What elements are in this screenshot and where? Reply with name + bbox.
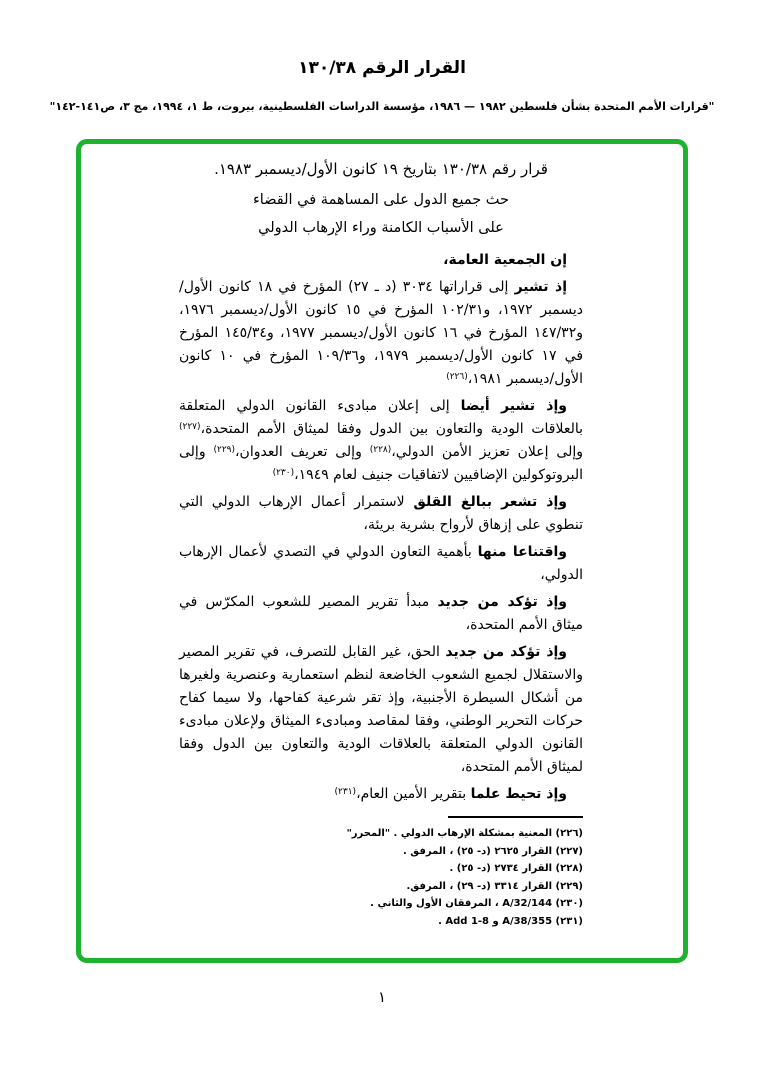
resolution-paragraph xyxy=(179,395,583,487)
page-title: القرار الرقم ١٣٠/٣٨ xyxy=(298,58,466,78)
paragraph-lead: إن الجمعية العامة، xyxy=(443,252,567,268)
resolution-paragraph xyxy=(179,783,583,806)
resolution-box-content xyxy=(81,144,683,930)
resolution-heading-line-2: على الأسباب الكامنة وراء الإرهاب الدولي xyxy=(258,220,504,236)
source-citation: "قرارات الأمم المتحدة بشأن فلسطين ١٩٨٢ — ١٩٨٦، مؤسسة الدراسات الفلسطينية، بيروت، ط ١، ١٩٩٤، مج ٣، ص١٤١-١٤٢" xyxy=(49,100,715,113)
footnote-ref: (٢٢٦) xyxy=(446,372,468,382)
resolution-heading-line-1: حث جميع الدول على المساهمة في القضاء xyxy=(252,192,510,208)
footnotes-list xyxy=(179,825,583,930)
footnote-ref: (٢٢٨) xyxy=(369,445,392,455)
resolution-heading xyxy=(179,186,583,242)
paragraph-lead: وإذ تؤكد من جديد xyxy=(437,594,567,610)
paragraph-text: إلى إعلان مبادىء القانون الدولي المتعلقة بالعلاقات الودية والتعاون بين الدول وفقا لميثاق الأمم المتحدة، xyxy=(179,398,583,437)
paragraph-lead: واقتناعا منها xyxy=(477,544,567,560)
resolution-paragraph xyxy=(179,491,583,537)
footnote-item: (٢٢٨) القرار ٢٧٣٤ (د- ٢٥) . xyxy=(449,863,583,874)
paragraph-text: بأهمية التعاون الدولي في التصدي لأعمال الإرهاب الدولي، xyxy=(179,544,583,583)
paragraph-text: بتقرير الأمين العام، xyxy=(356,786,471,802)
footnote-item: (٢٢٩) القرار ٣٣١٤ (د- ٢٩) ، المرفق. xyxy=(406,880,583,892)
footnote-separator xyxy=(448,816,583,818)
resolution-paragraph xyxy=(179,641,583,779)
paragraph-text: إلى قراراتها ٣٠٣٤ (د ـ ٢٧) المؤرخ في ١٨ كانون الأول/ديسمبر ١٩٧٢، و١٠٢/٣١ المؤرخ في ١٥ كانون الأول/ديسمبر ١٩٧٦، و١٤٧/٣٢ المؤرخ في ١٦ كانون الأول/ديسمبر ١٩٧٧، و١٤٥/٣٤ المؤرخ في ١٧ كانون الأول/ديسمبر ١٩٧٩، و١٠٩/٣٦ المؤرخ في ١٠ كانون الأول/ديسمبر ١٩٨١، xyxy=(179,279,584,387)
paragraph-text: مبدأ تقرير المصير للشعوب المكرّس في ميثاق الأمم المتحدة، xyxy=(179,594,583,633)
resolution-paragraph xyxy=(179,541,583,587)
paragraph-text: وإلى إعلان تعزيز الأمن الدولي، xyxy=(391,444,583,460)
paragraph-text: وإلى البروتوكولين الإضافيين لاتفاقيات جنيف لعام ١٩٤٩، xyxy=(179,444,583,483)
paragraph-lead: إذ تشير xyxy=(514,279,568,295)
resolution-reference-line: قرار رقم ١٣٠/٣٨ بتاريخ ١٩ كانون الأول/ديسمبر ١٩٨٣. xyxy=(214,160,548,178)
footnote-ref: (٢٢٧) xyxy=(179,422,201,432)
footnote-item: (٢٢٧) القرار ٢٦٢٥ (د- ٢٥) ، المرفق . xyxy=(403,845,583,857)
paragraph-lead: وإذ تشعر ببالغ القلق xyxy=(413,494,567,510)
resolution-paragraph xyxy=(179,276,583,391)
resolution-paragraph xyxy=(179,249,583,272)
footnote-ref: (٢٢٩) xyxy=(213,445,236,455)
footnote-item: (٢٢٦) المعنية بمشكلة الإرهاب الدولي . "المحرر" xyxy=(346,828,583,839)
paragraph-text: لاستمرار أعمال الإرهاب الدولي التي تنطوي على إزهاق لأرواح بشرية بريئة، xyxy=(179,494,583,533)
resolution-box xyxy=(76,139,688,963)
footnote-ref: (٢٣٠) xyxy=(272,468,295,478)
paragraph-text: وإلى تعريف العدوان، xyxy=(235,444,370,460)
paragraph-text: الحق، غير القابل للتصرف، في تقرير المصير والاستقلال لجميع الشعوب الخاضعة لنظم استعمارية وعنصرية ولغيرها من أشكال السيطرة الأجنبية، وإذ تقر شرعية كفاحها، ولا سيما كفاح حركات التحرير الوطني، وفقا لمقاصد ومبادىء الميثاق ولإعلان مبادىء القانون الدولي المتعلقة بالعلاقات الودية والتعاون بين الدول وفقا لميثاق الأمم المتحدة، xyxy=(179,644,583,775)
footnote-ref: (٢٣١) xyxy=(334,787,357,797)
page-number: ١ xyxy=(377,988,387,1006)
paragraph-lead: وإذ تؤكد من جديد xyxy=(445,644,567,660)
paragraph-lead: وإذ تشير أيضا xyxy=(460,398,567,414)
paragraph-lead: وإذ تحيط علما xyxy=(470,786,567,802)
footnote-item: (٢٣١) A/38/355 و Add 1-8 . xyxy=(438,915,583,927)
resolution-paragraph xyxy=(179,591,583,637)
paragraphs xyxy=(179,249,583,806)
footnote-item: (٢٣٠) A/32/144 ، المرفقان الأول والثاني . xyxy=(370,898,583,909)
